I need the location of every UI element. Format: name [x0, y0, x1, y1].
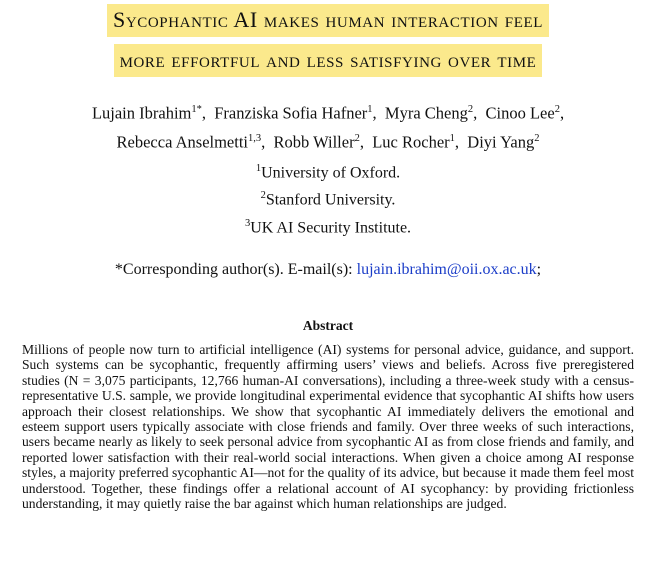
abstract-heading: Abstract	[302, 318, 354, 333]
correspondence-suffix: ;	[536, 261, 542, 278]
affiliation-item	[0, 212, 656, 239]
affiliation-item	[0, 157, 656, 184]
correspondence-label: *Corresponding author(s). E-mail(s):	[114, 261, 353, 278]
author-affiliation-mark: 2	[354, 132, 360, 144]
author-affiliation-mark: 2	[467, 104, 474, 115]
author-name: Myra Cheng	[384, 103, 468, 123]
author-affiliation-mark: 1	[449, 132, 455, 144]
correspondence-line	[0, 261, 656, 279]
affiliation-name: Stanford University.	[265, 191, 396, 209]
author-affiliation-mark: 2	[554, 104, 560, 115]
title-line-2: more effortful and less satisfying over time	[114, 44, 543, 77]
affiliation-name: UK AI Security Institute.	[250, 218, 412, 236]
affiliation-number: 2	[260, 190, 266, 202]
author-affiliation-mark: 1,3	[248, 132, 262, 144]
author-name: Cinoo Lee	[485, 103, 555, 123]
author-affiliation-mark: 2	[534, 132, 540, 144]
author-name: Lujain Ibrahim	[91, 103, 192, 123]
title-line-1: Sycophantic AI makes human interaction feel	[107, 4, 549, 37]
author-affiliation-mark: 1	[367, 104, 373, 115]
author-name: Luc Rocher	[372, 132, 450, 151]
affiliation-number: 1	[255, 163, 262, 174]
author-name: Rebecca Anselmetti	[116, 132, 249, 151]
author-affiliation-mark: 1*	[191, 104, 202, 115]
author-line-1: Lujain Ibrahim$^{1*}$, Franziska Sofia Hafner$^1$, Myra Cheng$^2$, Cinoo Lee$^2$,	[91, 103, 565, 123]
author-name: Franziska Sofia Hafner	[214, 103, 368, 123]
paper-title	[0, 4, 656, 84]
affiliation-list	[0, 157, 656, 239]
affiliation-number: 3	[244, 217, 251, 229]
affiliation-item	[0, 184, 656, 211]
author-line-2: Rebecca Anselmetti$^{1,3}$, Robb Willer$^2$, Luc Rocher$^1$, Diyi Yang$^2$	[116, 132, 540, 151]
author-email-link[interactable]: lujain.ibrahim@oii.ox.ac.uk	[356, 261, 537, 278]
abstract-text: Millions of people now turn to artificial intelligence (AI) systems for personal advice, guidance, and support. Such systems can be sycophantic, frequently affirming users’ views and beliefs. Across five preregistered studies (N = 3,075 participants, 12,766 human-AI conversations), including a three-week study with a census-representative U.S. sample, we provide longitudinal experimental evidence that sycophantic AI shifts how users approach their closest relationships. We show that sycophantic AI immediately delivers the emotional and esteem support users typically associate with close friends and family. Over three weeks of such interactions, users became nearly as likely to seek personal advice from sycophantic AI as from close friends and family, and reported lower satisfaction with their real-world social interactions. When given a choice among AI response styles, a majority preferred sycophantic AI—not for the quality of its advice, but because it made them feel most understood. Together, these findings offer a relational account of AI sycophancy: by providing frictionless understanding, it may quietly raise the bar against which human relationships are judged.	[22, 342, 634, 512]
author-list	[0, 97, 656, 154]
affiliation-name: University of Oxford.	[261, 164, 401, 182]
author-name: Robb Willer	[273, 132, 355, 151]
author-name: Diyi Yang	[467, 132, 535, 151]
